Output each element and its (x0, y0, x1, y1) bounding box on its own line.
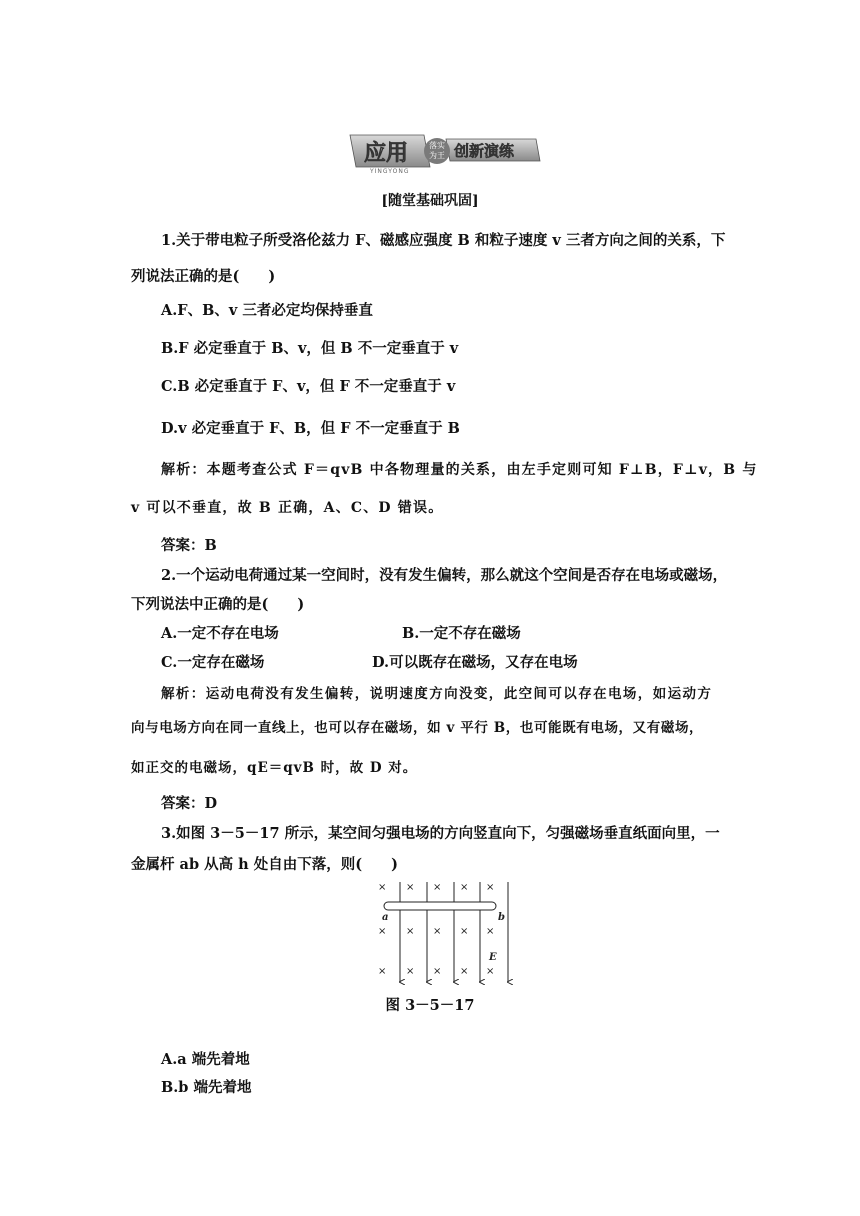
banner-main-text: 应用 (364, 141, 409, 166)
banner-side-top: 落实 (429, 141, 445, 150)
magnetic-cross: × (433, 882, 442, 893)
magnetic-cross: × (406, 926, 415, 937)
label-e: E (489, 952, 497, 963)
section-title: [随堂基础巩固] (381, 193, 479, 209)
q2-stem-line2: 下列说法中正确的是( ) (131, 596, 305, 613)
q1-option-c: C.B 必定垂直于 F、v，但 F 不一定垂直于 v (161, 378, 456, 395)
q2-option-b: B.一定不存在磁场 (402, 625, 521, 642)
magnetic-cross: × (406, 966, 415, 977)
q2-option-d: D.可以既存在磁场，又存在电场 (372, 654, 578, 671)
label-a: a (382, 912, 389, 923)
q1-analysis-line1: 解析：本题考查公式 F＝qvB 中各物理量的关系，由左手定则可知 F⊥B，F⊥v，B 与 (161, 462, 758, 478)
magnetic-cross: × (460, 966, 469, 977)
q1-option-b: B.F 必定垂直于 B、v，但 B 不一定垂直于 v (161, 340, 459, 357)
magnetic-cross: × (378, 966, 387, 977)
q2-analysis-line3: 如正交的电磁场，qE＝qvB 时，故 D 对。 (131, 760, 418, 776)
magnetic-cross: × (486, 926, 495, 937)
q2-analysis-line2: 向与电场方向在同一直线上，也可以存在磁场，如 v 平行 B，也可能既有电场，又有磁场， (131, 720, 704, 736)
metal-rod-ab (384, 902, 496, 910)
q3-stem-line2: 金属杆 ab 从高 h 处自由下落，则( ) (131, 856, 398, 873)
magnetic-cross: × (460, 882, 469, 893)
q2-option-c: C.一定存在磁场 (161, 654, 265, 671)
magnetic-cross: × (460, 926, 469, 937)
label-b: b (498, 912, 505, 923)
q3-option-b: B.b 端先着地 (161, 1079, 252, 1096)
q2-analysis-line1: 解析：运动电荷没有发生偏转，说明速度方向没变，此空间可以存在电场，如运动方 (161, 686, 713, 702)
magnetic-cross: × (486, 882, 495, 893)
magnetic-cross: × (406, 882, 415, 893)
q2-option-a: A.一定不存在电场 (161, 625, 279, 642)
section-banner (346, 131, 542, 175)
q2-answer: 答案：D (161, 795, 218, 812)
q3-option-a: A.a 端先着地 (161, 1051, 250, 1068)
q1-answer: 答案：B (161, 537, 217, 554)
banner-side-bottom: 为王 (429, 151, 445, 160)
magnetic-cross: × (378, 882, 387, 893)
figure-caption: 图 3－5－17 (385, 997, 475, 1014)
q1-stem-line2: 列说法正确的是( ) (131, 268, 276, 285)
magnetic-cross: × (433, 926, 442, 937)
q3-stem-line1: 3.如图 3－5－17 所示，某空间匀强电场的方向竖直向下，匀强磁场垂直纸面向里，一 (161, 825, 720, 842)
banner-tail-text: 创新演练 (454, 142, 515, 160)
q1-analysis-line2: v 可以不垂直，故 B 正确，A、C、D 错误。 (131, 500, 444, 516)
magnetic-cross: × (378, 926, 387, 937)
q1-stem-line1: 1.关于带电粒子所受洛伦兹力 F、磁感应强度 B 和粒子速度 v 三者方向之间的关系，下 (161, 232, 726, 249)
q1-option-a: A.F、B、v 三者必定均保持垂直 (161, 302, 373, 319)
q2-stem-line1: 2.一个运动电荷通过某一空间时，没有发生偏转，那么就这个空间是否存在电场或磁场， (161, 567, 728, 584)
q1-option-d: D.v 必定垂直于 F、B，但 F 不一定垂直于 B (161, 420, 460, 437)
banner-pinyin: YINGYONG (370, 168, 410, 175)
field-figure (370, 878, 518, 986)
magnetic-cross: × (486, 966, 495, 977)
magnetic-cross: × (433, 966, 442, 977)
